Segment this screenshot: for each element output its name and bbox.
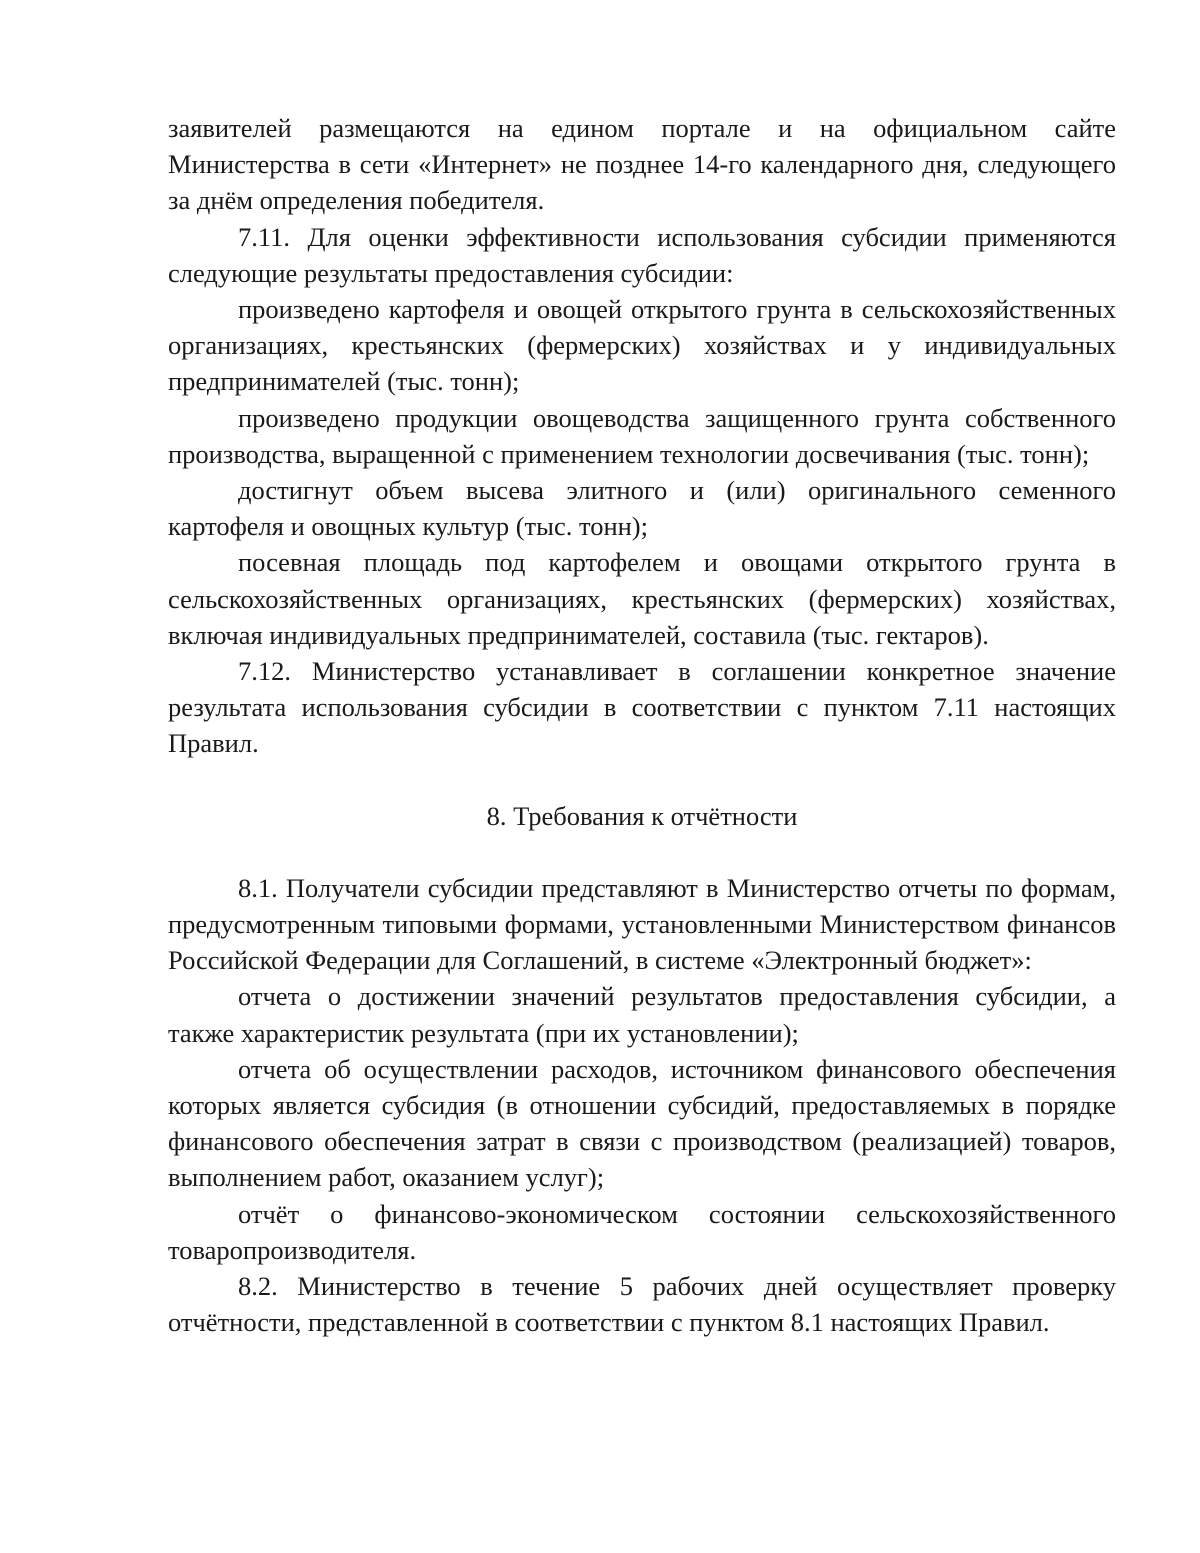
list-item-potato-vegetables-output: произведено картофеля и овощей открытого грунта в сельскохозяйственных организациях, крестьянских (фермерских) хозяйствах и у индивидуальных предпринимателей (тыс. тонн); bbox=[168, 294, 1116, 397]
section-8-title: 8. Требования к отчётности bbox=[486, 800, 798, 831]
list-item-expenses-report: отчета об осуществлении расходов, источником финансового обеспечения которых является субсидия (в отношении субсидий, предоставляемых в порядке финансового обеспечения затрат в связи с производством (реализацией) товаров, выполнением работ, оказанием услуг); bbox=[168, 1053, 1116, 1193]
paragraph-8-2: 8.2. Министерство в течение 5 рабочих дней осуществляет проверку отчётности, представленной в соответствии с пунктом 8.1 настоящих Правил. bbox=[168, 1271, 1116, 1338]
list-item-sown-area: посевная площадь под картофелем и овощами открытого грунта в сельскохозяйственных организациях, крестьянских (фермерских) хозяйствах, включая индивидуальных предпринимателей, составила (тыс. гектаров). bbox=[168, 547, 1116, 650]
paragraph-8-1: 8.1. Получатели субсидии представляют в Министерство отчеты по формам, предусмотренным типовыми формами, установленными Министерством финансов Российской Федерации для Соглашений, в системе «Электронный бюджет»: bbox=[168, 872, 1116, 976]
list-item-seed-sowing-volume: достигнут объем высева элитного и (или) оригинального семенного картофеля и овощных культур (тыс. тонн); bbox=[168, 475, 1116, 542]
paragraph-continuation: заявителей размещаются на едином портале и на официальном сайте Министерства в сети «Интернет» не позднее 14-го календарного дня, следующего за днём определения победителя. bbox=[168, 113, 1116, 216]
list-item-results-report: отчета о достижении значений результатов предоставления субсидии, а также характеристик результата (при их установлении); bbox=[168, 981, 1116, 1048]
document-page bbox=[168, 110, 1116, 1341]
list-item-greenhouse-output: произведено продукции овощеводства защищенного грунта собственного производства, выращенной с применением технологии досвечивания (тыс. тонн); bbox=[168, 402, 1116, 469]
list-item-financial-state-report: отчёт о финансово-экономическом состоянии сельскохозяйственного товаропроизводителя. bbox=[168, 1198, 1116, 1265]
paragraph-7-11: 7.11. Для оценки эффективности использования субсидии применяются следующие результаты предоставления субсидии: bbox=[168, 221, 1116, 288]
paragraph-7-12: 7.12. Министерство устанавливает в соглашении конкретное значение результата использования субсидии в соответствии с пунктом 7.11 настоящих Правил. bbox=[168, 656, 1116, 759]
